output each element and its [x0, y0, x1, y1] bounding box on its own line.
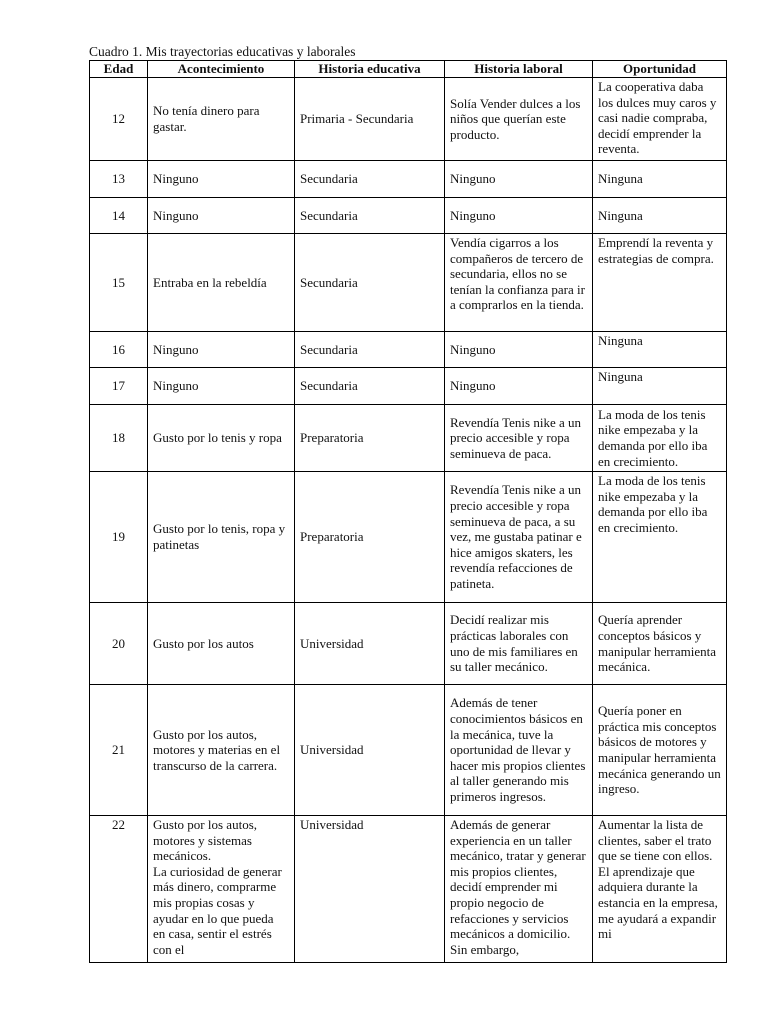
cell-historia-educativa: Universidad	[295, 685, 445, 816]
cell-historia-laboral: Decidí realizar mis prácticas laborales con uno de mis familiares en su taller mecánico.	[445, 603, 593, 685]
cell-historia-educativa: Preparatoria	[295, 405, 445, 472]
cell-edad: 12	[90, 78, 148, 161]
cell-historia-laboral: Vendía cigarros a los compañeros de tercero de secundaria, ellos no se tenían la confianza para ir a comprarlos en la tienda.	[445, 234, 593, 332]
header-historia-laboral: Historia laboral	[445, 61, 593, 78]
trajectory-table	[89, 60, 727, 963]
cell-edad: 19	[90, 472, 148, 603]
cell-historia-educativa: Preparatoria	[295, 472, 445, 603]
cell-acontecimiento: Gusto por los autos, motores y materias en el transcurso de la carrera.	[148, 685, 295, 816]
table-header-row	[90, 61, 727, 78]
table-row	[90, 198, 727, 234]
table-row	[90, 332, 727, 368]
cell-oportunidad: Ninguna	[593, 198, 727, 234]
cell-acontecimiento: Entraba en la rebeldía	[148, 234, 295, 332]
cell-historia-educativa: Primaria - Secundaria	[295, 78, 445, 161]
table-row	[90, 405, 727, 472]
cell-historia-educativa	[295, 816, 445, 963]
table-row	[90, 816, 727, 963]
table-row	[90, 368, 727, 405]
table-caption: Cuadro 1. Mis trayectorias educativas y laborales	[89, 44, 356, 59]
cell-acontecimiento: Gusto por lo tenis y ropa	[148, 405, 295, 472]
cell-historia-laboral: Solía Vender dulces a los niños que querían este producto.	[445, 78, 593, 161]
cell-edad: 14	[90, 198, 148, 234]
cell-acontecimiento: Gusto por los autos	[148, 603, 295, 685]
cell-historia-educativa: Universidad	[295, 603, 445, 685]
cell-oportunidad	[593, 816, 727, 963]
cell-acontecimiento-text: Gusto por los autos, motores y sistemas mecánicos. La curiosidad de generar más dinero, comprarme mis propias cosas y ayudar en lo que pueda en casa, sentir el estrés con el	[153, 817, 282, 957]
cell-acontecimiento	[148, 816, 295, 963]
cell-historia-laboral-text: Además de generar experiencia en un taller mecánico, tratar y generar mis propios clientes, decidí emprender mi propio negocio de refacciones y servicios mecánicos a domicilio. Sin embargo,	[450, 817, 586, 957]
cell-oportunidad: Ninguna	[593, 368, 727, 405]
cell-historia-laboral: Además de tener conocimientos básicos en la mecánica, tuve la oportunidad de llevar y hacer mis propios clientes al taller generando mis primeros ingresos.	[445, 685, 593, 816]
cell-historia-laboral: Ninguno	[445, 332, 593, 368]
cell-oportunidad: La moda de los tenis nike empezaba y la demanda por ello iba en crecimiento.	[593, 405, 727, 472]
cell-edad: 21	[90, 685, 148, 816]
cell-historia-laboral: Revendía Tenis nike a un precio accesible y ropa seminueva de paca.	[445, 405, 593, 472]
cell-historia-educativa-text: Universidad	[300, 817, 364, 832]
cell-oportunidad-text: Aumentar la lista de clientes, saber el trato que se tiene con ellos. El aprendizaje que adquiera durante la estancia en la empresa, me ayudará a expandir mi	[598, 817, 718, 942]
cell-historia-laboral: Revendía Tenis nike a un precio accesible y ropa seminueva de paca, a su vez, me gustaba patinar e hice amigos skaters, les revendía refacciones de patineta.	[445, 472, 593, 603]
cell-edad: 15	[90, 234, 148, 332]
cell-oportunidad: Ninguna	[593, 332, 727, 368]
cell-acontecimiento: No tenía dinero para gastar.	[148, 78, 295, 161]
table-row	[90, 685, 727, 816]
header-acontecimiento: Acontecimiento	[148, 61, 295, 78]
cell-acontecimiento: Ninguno	[148, 161, 295, 198]
cell-historia-educativa: Secundaria	[295, 161, 445, 198]
cell-edad-text: 22	[112, 817, 125, 832]
header-historia-educativa: Historia educativa	[295, 61, 445, 78]
table-row	[90, 78, 727, 161]
cell-acontecimiento: Ninguno	[148, 198, 295, 234]
cell-historia-laboral: Ninguno	[445, 161, 593, 198]
header-edad: Edad	[90, 61, 148, 78]
cell-historia-educativa: Secundaria	[295, 234, 445, 332]
cell-edad: 18	[90, 405, 148, 472]
cell-acontecimiento: Ninguno	[148, 332, 295, 368]
cell-edad: 20	[90, 603, 148, 685]
cell-edad: 16	[90, 332, 148, 368]
table-row	[90, 472, 727, 603]
table-row	[90, 603, 727, 685]
cell-edad	[90, 816, 148, 963]
cell-oportunidad: La moda de los tenis nike empezaba y la demanda por ello iba en crecimiento.	[593, 472, 727, 603]
cell-historia-laboral: Ninguno	[445, 198, 593, 234]
cell-acontecimiento: Ninguno	[148, 368, 295, 405]
cell-oportunidad: Emprendí la reventa y estrategias de compra.	[593, 234, 727, 332]
table-row	[90, 161, 727, 198]
cell-oportunidad: Quería aprender conceptos básicos y manipular herramienta mecánica.	[593, 603, 727, 685]
cell-acontecimiento: Gusto por lo tenis, ropa y patinetas	[148, 472, 295, 603]
cell-historia-educativa: Secundaria	[295, 332, 445, 368]
cell-edad: 17	[90, 368, 148, 405]
cell-edad: 13	[90, 161, 148, 198]
cell-historia-educativa: Secundaria	[295, 368, 445, 405]
cell-historia-laboral	[445, 816, 593, 963]
cell-historia-educativa: Secundaria	[295, 198, 445, 234]
document-page	[89, 44, 726, 963]
cell-oportunidad: La cooperativa daba los dulces muy caros y casi nadie compraba, decidí emprender la reventa.	[593, 78, 727, 161]
cell-historia-laboral: Ninguno	[445, 368, 593, 405]
header-oportunidad: Oportunidad	[593, 61, 727, 78]
cell-oportunidad: Ninguna	[593, 161, 727, 198]
cell-oportunidad: Quería poner en práctica mis conceptos básicos de motores y manipular herramienta mecánica generando un ingreso.	[593, 685, 727, 816]
table-row	[90, 234, 727, 332]
